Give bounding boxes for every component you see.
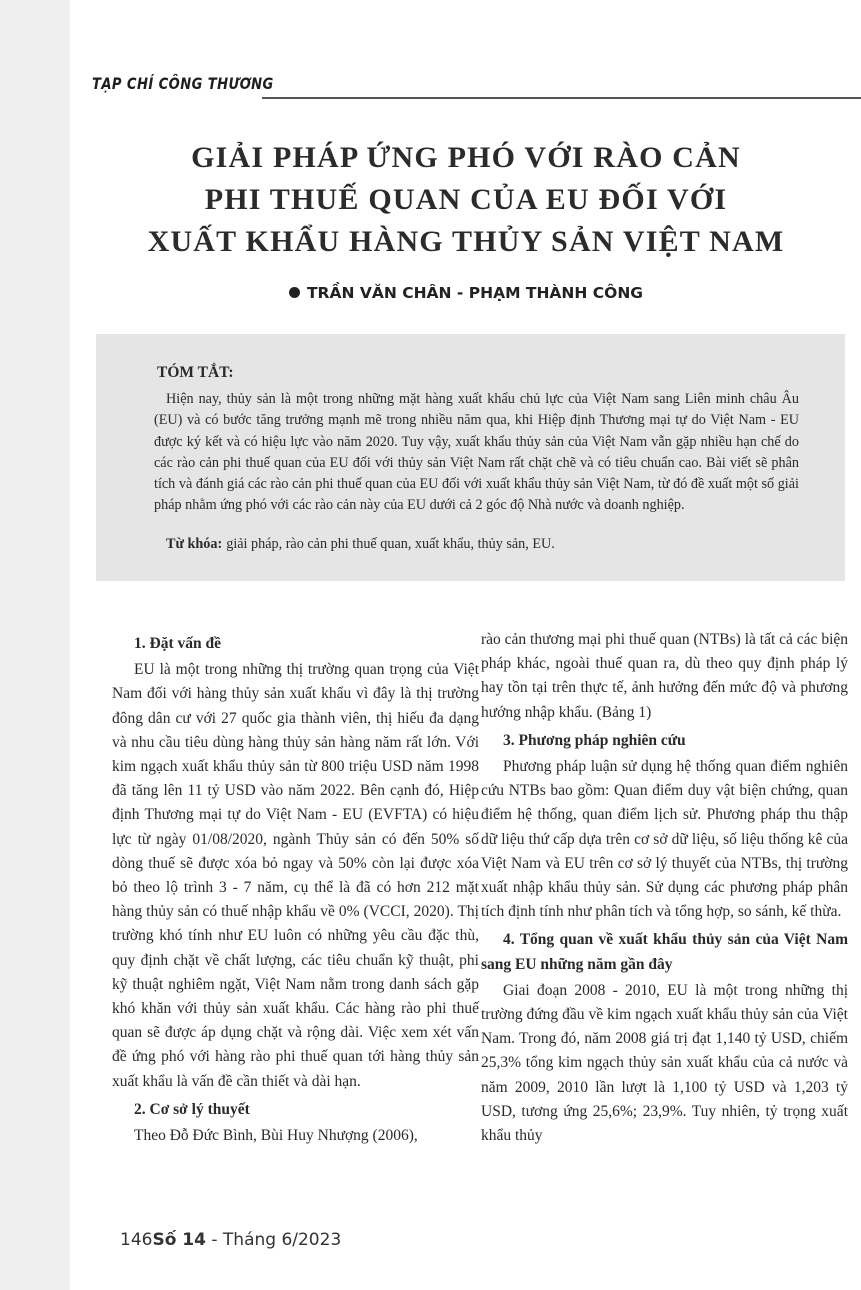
right-column: [481, 628, 848, 1148]
journal-name: TẠP CHÍ CÔNG THƯƠNG: [92, 74, 274, 93]
keywords-line: [166, 536, 555, 553]
continued-paragraph: rào cản thương mại phi thuế quan (NTBs) là tất cả các biện pháp khác, ngoài thuế quan ra, dù theo quy định pháp lý hay tồn tại trên thực tế, ảnh hưởng đến mức độ và phương hướng nhập khẩu. (Bảng 1): [481, 631, 848, 721]
keywords-label: Từ khóa:: [166, 536, 223, 552]
section-4-heading: 4. Tổng quan về xuất khẩu thủy sản của Việt Nam sang EU những năm gần đây: [481, 931, 848, 973]
page-footer: [120, 1230, 341, 1250]
section-2-paragraph: Theo Đỗ Đức Bình, Bùi Huy Nhượng (2006),: [134, 1127, 418, 1145]
article-title: [90, 137, 842, 263]
section-4-paragraph: Giai đoạn 2008 - 2010, EU là một trong những thị trường đứng đầu về kim ngạch xuất khẩu thủy sản của Việt Nam. Trong đó, năm 2008 giá trị đạt 1,140 tỷ USD, chiếm 25,3% tổng kim ngạch thủy sản xuất khẩu của cả nước và năm 2009, 2010 lần lượt là 1,100 tỷ USD và 1,203 tỷ USD, tương ứng 25,6%; 23,9%. Tuy nhiên, tỷ trọng xuất khẩu thủy: [481, 981, 848, 1145]
title-line-2: PHI THUẾ QUAN CỦA EU ĐỐI VỚI: [204, 183, 728, 216]
author-line: [90, 284, 842, 302]
section-1-heading: 1. Đặt vấn đề: [134, 635, 221, 652]
left-column: [112, 628, 479, 1148]
abstract-text: Hiện nay, thủy sản là một trong những mặt hàng xuất khẩu chủ lực của Việt Nam sang Liên minh châu Âu (EU) và có bước tăng trưởng mạnh mẽ trong nhiều năm qua, khi Hiệp định Thương mại tự do Việt Nam - EU được ký kết và có hiệu lực vào năm 2020. Tuy vậy, xuất khẩu thủy sản của Việt Nam vẫn gặp nhiều hạn chế do các rào cản phi thuế quan của EU đối với thủy sản Việt Nam rất chặt chẽ và có tiêu chuẩn cao. Bài viết sẽ phân tích và đánh giá các rào cản phi thuế quan của EU đối với xuất khẩu thủy sản Việt Nam, từ đó đề xuất một số giải pháp nhằm ứng phó với các rào cản này của EU dưới cả 2 góc độ Nhà nước và doanh nghiệp.: [154, 391, 799, 514]
abstract-heading: TÓM TẮT:: [157, 364, 234, 381]
bullet-icon: [289, 287, 300, 298]
abstract-box: [96, 334, 845, 581]
title-line-1: GIẢI PHÁP ỨNG PHÓ VỚI RÀO CẢN: [191, 141, 741, 174]
section-1-paragraph: EU là một trong những thị trường quan trọng của Việt Nam đối với hàng thủy sản xuất khẩu vì đây là thị trường đông dân cư với 27 quốc gia thành viên, thị hiếu đa dạng và nhu cầu tiêu dùng hàng thủy sản hàng năm rất lớn. Với kim ngạch xuất khẩu thủy sản từ 800 triệu USD năm 1998 đã tăng lên 11 tỷ USD vào năm 2022. Bên cạnh đó, Hiệp định Thương mại tự do Việt Nam - EU (EVFTA) có hiệu lực từ ngày 01/08/2020, ngành Thủy sản có đến 50% số dòng thuế sẽ được xóa bỏ ngay và 50% còn lại được xóa bỏ theo lộ trình 3 - 7 năm, cụ thể là đã có hơn 212 mặt hàng thủy sản có thuế nhập khẩu về 0% (VCCI, 2020). Thị trường khó tính như EU luôn có những yêu cầu đặc thù, quy định chặt về chất lượng, các tiêu chuẩn kỹ thuật, phi kỹ thuật nghiêm ngặt, Việt Nam nằm trong danh sách gặp khó khăn với thủy sản xuất khẩu. Các hàng rào phi thuế quan sẽ được áp dụng chặt và rộng dài. Việc xem xét vấn đề ứng phó với hàng rào phi thuế quan tới hàng thủy sản xuất khẩu là vấn đề cần thiết và dài hạn.: [112, 661, 479, 1090]
section-3-heading: 3. Phương pháp nghiên cứu: [503, 731, 686, 749]
section-2-heading: 2. Cơ sở lý thuyết: [134, 1100, 250, 1118]
issue-number: Số 14: [152, 1230, 206, 1250]
issue-date: Tháng 6/2023: [222, 1230, 342, 1250]
keywords: giải pháp, rào cản phi thuế quan, xuất khẩu, thủy sản, EU.: [226, 536, 555, 552]
page-margin-band: [0, 0, 70, 1290]
section-3-paragraph: Phương pháp luận sử dụng hệ thống quan điểm nghiên cứu NTBs bao gồm: Quan điểm duy vật biện chứng, quan điểm hệ thống, quan điểm lịch sử. Phương pháp thu thập dữ liệu thứ cấp dựa trên cơ sở dữ liệu, số liệu thống kê của Việt Nam và EU trên cơ sở lý thuyết của NTBs, thị trường xuất nhập khẩu thủy sản. Sử dụng các phương pháp phân tích định tính như phân tích và tổng hợp, so sánh, kế thừa.: [481, 758, 848, 921]
title-line-3: XUẤT KHẨU HÀNG THỦY SẢN VIỆT NAM: [147, 225, 785, 258]
header-rule: [262, 97, 861, 99]
page-number: 146: [120, 1230, 153, 1250]
authors: TRẦN VĂN CHÂN - PHẠM THÀNH CÔNG: [306, 284, 644, 302]
footer-separator: -: [205, 1230, 223, 1250]
